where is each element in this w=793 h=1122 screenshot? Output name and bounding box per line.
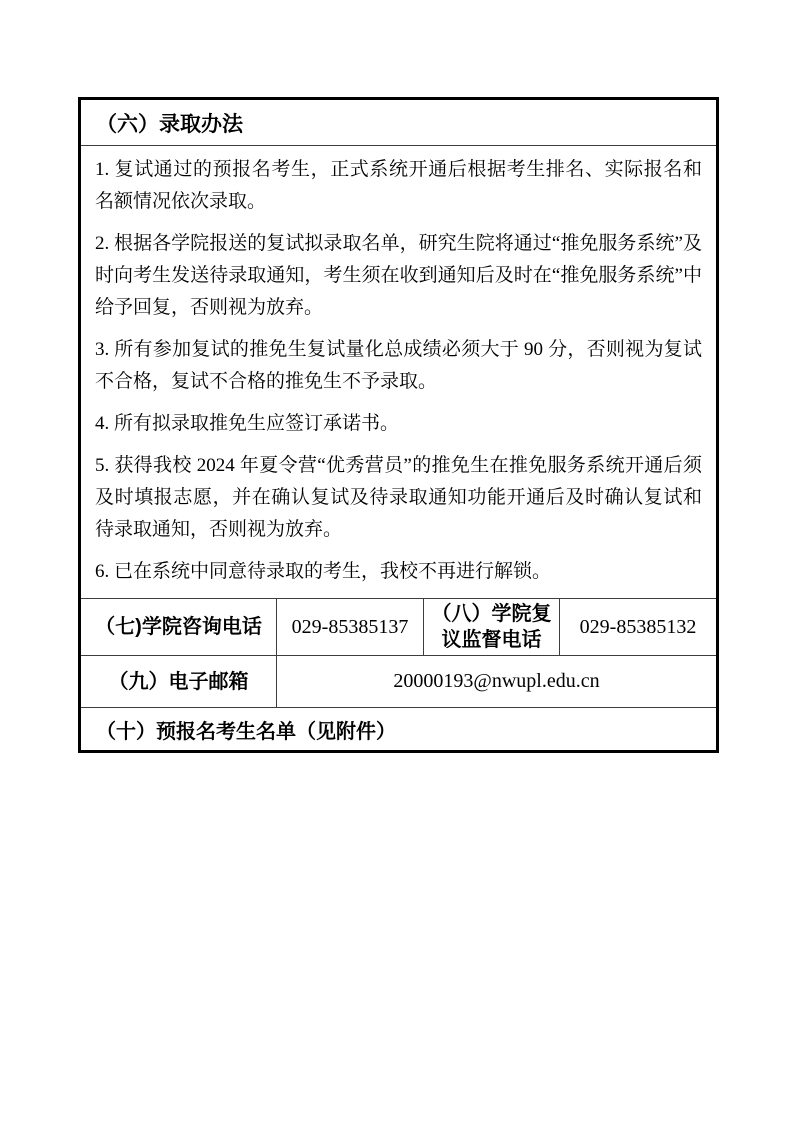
admission-rule-5: 5. 获得我校 2024 年夏令营“优秀营员”的推免生在推免服务系统开通后须及时填报志愿，并在确认复试及待录取通知功能开通后及时确认复试和待录取通知，否则视为放弃。: [95, 455, 702, 540]
supervision-phone-label: （八）学院复议监督电话: [424, 599, 560, 656]
section6-title: （六）录取办法: [80, 99, 718, 146]
admission-rule-1: 1. 复试通过的预报名考生，正式系统开通后根据考生排名、实际报名和名额情况依次录取。: [95, 159, 702, 212]
admission-rule-2: 2. 根据各学院报送的复试拟录取名单，研究生院将通过“推免服务系统”及时向考生发送待录取通知，考生须在收到通知后及时在“推免服务系统”中给予回复，否则视为放弃。: [95, 233, 702, 318]
email-label: （九）电子邮箱: [80, 656, 277, 708]
college-phone-value: 029-85385137: [277, 599, 424, 656]
supervision-phone-value: 029-85385132: [560, 599, 718, 656]
admission-rule-6: 6. 已在系统中同意待录取的考生，我校不再进行解锁。: [95, 561, 552, 582]
email-value: 20000193@nwupl.edu.cn: [277, 656, 718, 708]
email-row: [80, 656, 718, 708]
admission-rule-4: 4. 所有拟录取推免生应签订承诺书。: [95, 413, 400, 434]
college-phone-label: （七)学院咨询电话: [80, 599, 277, 656]
attachment-label: （十）预报名考生名单（见附件）: [80, 708, 718, 752]
phone-row: [80, 599, 718, 656]
section6-rules-row: [80, 146, 718, 599]
admission-rules-cell: [80, 146, 718, 599]
admission-rule-3: 3. 所有参加复试的推免生复试量化总成绩必须大于 90 分，否则视为复试不合格，复试不合格的推免生不予录取。: [95, 339, 702, 392]
attachment-row: [80, 708, 718, 752]
section6-title-row: [80, 99, 718, 146]
admission-info-table: [78, 97, 719, 753]
